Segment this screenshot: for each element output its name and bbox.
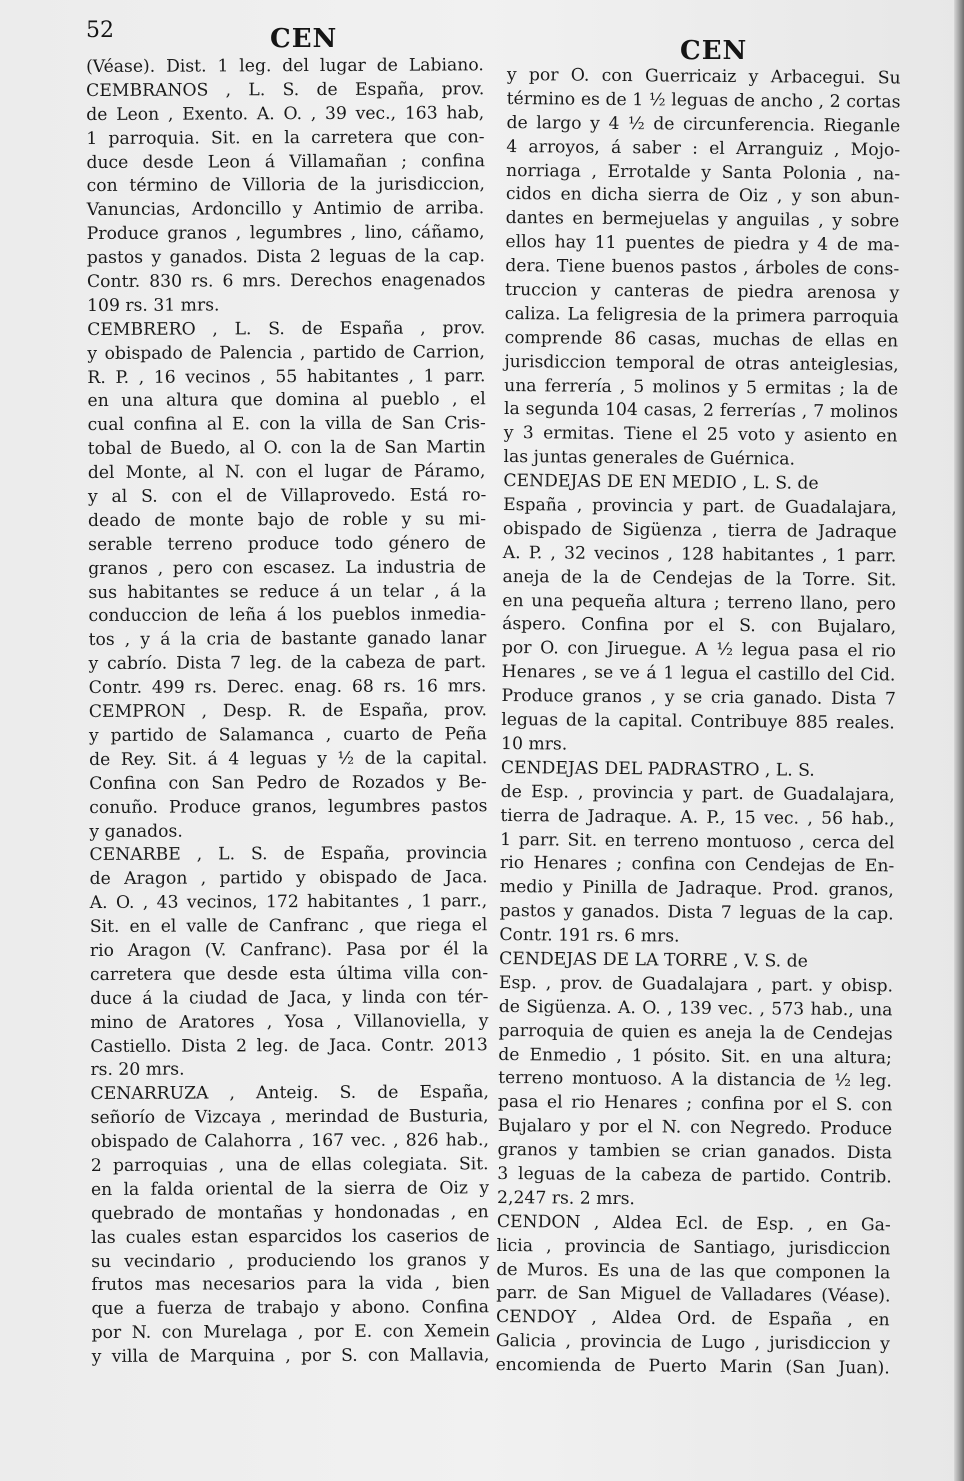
text-line: norriaga , Errotalde y Santa Polonia , na- xyxy=(505,160,901,184)
text-line: parr. de San Miguel de Valladares (Véase). xyxy=(496,1283,891,1307)
text-line: A. P. , 32 vecinos , 128 habitantes , 1 parr. xyxy=(502,542,897,567)
text-line: obispado de Sigüenza , tierra de Jadraque xyxy=(502,518,897,543)
text-line: 2 parroquias , una de ellas colegiata. Sit. xyxy=(90,1154,489,1176)
text-line: Castiello. Dista 2 leg. de Jaca. Contr. 2013 xyxy=(90,1034,488,1057)
text-line: pastos y ganados. Dista 7 leguas de la cap. xyxy=(499,901,894,925)
text-line: en una altura que domina al pueblo , el xyxy=(87,389,486,412)
text-line: 10 mrs. xyxy=(500,733,568,755)
text-line: quebrado de montañas y hondonadas , en xyxy=(91,1202,489,1224)
text-line: dera. Tiene buenos pastos , árboles de cons- xyxy=(505,256,900,280)
text-line: en la falda oriental de la sierra de Oiz y xyxy=(90,1178,490,1200)
text-line: terreno montuoso. A la distancia de ½ leg. xyxy=(498,1068,893,1092)
text-line: encomienda de Puerto Marin (San Juan). xyxy=(495,1355,890,1379)
text-line: CENDEJAS DEL PADRASTRO , L. S. xyxy=(500,757,815,781)
text-line: y ganados. xyxy=(89,821,183,842)
text-line: CEMBRANOS , L. S. de España, prov. xyxy=(86,79,485,101)
text-line: Confina con San Pedro de Rozados y Be- xyxy=(89,771,487,794)
text-line: deado de monte bajo de roble y su mi- xyxy=(87,509,487,531)
text-line: parroquia de quien es aneja la de Cendejas xyxy=(498,1020,893,1045)
text-line: cual confina al E. con la villa de San Cris- xyxy=(87,413,486,436)
text-line: tierra de Jadraque. A. P., 15 vec. , 56 hab., xyxy=(500,805,895,830)
text-line: medio y Pinilla de Jadraque. Prod. granos, xyxy=(499,877,894,901)
text-line: por N. con Murelaga , por E. con Xemein xyxy=(91,1321,490,1344)
page-edge-shadow xyxy=(954,0,964,1481)
text-line: CEMBRERO , L. S. de España , prov. xyxy=(87,318,486,340)
text-line: tobal de Buedo, al O. con la de San Martin xyxy=(87,437,486,460)
text-line: rs. 20 mrs. xyxy=(90,1059,185,1081)
text-line: y obispado de Palencia , partido de Carrion, xyxy=(87,341,485,364)
text-line: mino de Aratores , Yosa , Villanoviella, y xyxy=(90,1010,489,1033)
text-line: que a fuerza de trabajo y abono. Confina xyxy=(91,1297,490,1320)
text-line: pasa el rio Henares ; confina por el S. con xyxy=(497,1092,893,1116)
text-line: de Esp. , provincia y part. de Guadalajara, xyxy=(500,781,895,806)
text-line: aneja de la de Cendejas de la Torre. Sit. xyxy=(502,566,897,591)
text-line: España , provincia y part. de Guadalajara, xyxy=(503,495,897,519)
text-line: CEMPRON , Desp. R. de España, prov. xyxy=(88,700,487,723)
text-line: y al S. con el de Villaprovedo. Está ro- xyxy=(87,485,487,508)
left-column xyxy=(86,54,490,1370)
text-line: rio Aragon (V. Canfranc). Pasa por él la xyxy=(89,939,489,961)
text-line: de Aragon , partido y obispado de Jaca. xyxy=(89,867,488,890)
text-line: Contr. 191 rs. 6 mrs. xyxy=(499,925,680,947)
running-head-left: CEN xyxy=(270,24,338,54)
text-line: (Véase). Dist. 1 leg. del lugar de Labiano. xyxy=(86,55,484,77)
text-line: conuño. Produce granos, legumbres pastos xyxy=(89,795,488,818)
text-line: pastos y ganados. Dista 2 leguas de la cap. xyxy=(86,246,485,269)
text-line: rio Henares ; confina con Cendejas de En- xyxy=(499,853,895,877)
text-line: 4 arroyos, á saber : el Arranguiz , Mojo- xyxy=(506,136,901,161)
text-line: tos , y á la cria de bastante ganado lanar xyxy=(88,628,487,651)
text-line: las juntas generales de Guérnica. xyxy=(503,447,796,470)
text-line: con término de Villoria de la jurisdiccion, xyxy=(86,174,485,197)
text-line: sus habitantes se reduce á un telar , á la xyxy=(88,580,487,603)
text-line: áspero. Confina por el S. con Bujalaro, xyxy=(502,614,897,638)
text-line: comprende 86 casas, muchas de ellas en xyxy=(504,327,899,352)
text-line: granos , pero con escasez. La industria de xyxy=(88,556,487,579)
text-line: Contr. 499 rs. Derec. enag. 68 rs. 16 mrs. xyxy=(88,676,487,699)
text-line: CENDON , Aldea Ecl. de Esp. , en Ga- xyxy=(496,1211,891,1236)
text-line: Esp. , prov. de Guadalajara , part. y obisp. xyxy=(498,972,894,997)
text-line: Contr. 830 rs. 6 mrs. Derechos enagenados xyxy=(86,270,486,293)
text-line: Produce granos , legumbres , lino, cáñamo, xyxy=(86,222,485,245)
text-line: Bujalaro y por el N. con Negredo. Produce xyxy=(497,1116,893,1140)
text-line: su vecindario , produciendo los granos y xyxy=(91,1249,490,1272)
text-line: y partido de Salamanca , cuarto de Peña xyxy=(88,724,487,746)
text-line: CENDEJAS DE EN MEDIO , L. S. de xyxy=(503,471,819,494)
text-line: una ferrería , 5 molinos y 5 ermitas ; la de xyxy=(504,375,899,400)
text-line: duce desde Leon á Villamañan ; confina xyxy=(86,150,485,173)
text-line: conduccion de leña á los pueblos inmedia- xyxy=(88,604,487,627)
text-line: obispado de Calahorra , 167 vec. , 826 hab., xyxy=(90,1130,489,1153)
text-line: Vanuncias, Ardoncillo y Antimio de arriba. xyxy=(86,198,485,221)
text-line: y cabrío. Dista 7 leg. de la cabeza de part. xyxy=(88,652,487,675)
text-line: cidos en dicha sierra de Oiz , y son abun- xyxy=(505,184,900,208)
text-line: señorío de Vizcaya , merindad de Busturia, xyxy=(90,1106,489,1129)
right-column xyxy=(496,64,901,1381)
text-line: 109 rs. 31 mrs. xyxy=(87,295,220,316)
text-line: caliza. La feligresia de la primera parroquia xyxy=(504,303,899,328)
text-line: 1 parr. Sit. en terreno montuoso , cerca del xyxy=(500,829,895,853)
text-line: y villa de Marquina , por S. con Mallavia, xyxy=(91,1345,490,1368)
text-line: del Monte, al N. con el lugar de Páramo, xyxy=(87,461,486,484)
text-line: jurisdiccion temporal de otras anteiglesias, xyxy=(504,351,899,376)
text-line: en una pequeña altura ; terreno llano, pero xyxy=(502,590,896,615)
page-number: 52 xyxy=(86,18,114,43)
text-line: de Leon , Exento. A. O. , 39 vec., 163 hab, xyxy=(86,103,485,125)
text-line: de Sigüenza. A. O. , 139 vec. , 573 hab., una xyxy=(498,996,893,1021)
text-line: de Muros. Es una de las que componen la xyxy=(496,1259,891,1283)
text-line: Henares , se ve á 1 legua el castillo del Cid. xyxy=(501,662,896,686)
text-line: y 3 ermitas. Tiene el 25 voto y asiento en xyxy=(503,423,898,447)
text-line: de largo y 4 ½ de circunferencia. Rieganle xyxy=(506,112,901,137)
text-line: R. P. , 16 vecinos , 55 habitantes , 1 parr. xyxy=(87,365,486,388)
text-line: las cuales estan esparcidos los caserios de xyxy=(91,1225,490,1248)
text-line: 1 parroquia. Sit. en la carretera que con- xyxy=(86,126,485,149)
text-line: Produce granos , y se cria ganado. Dista 7 xyxy=(501,686,896,710)
text-line: frutos mas necesarios para la vida , bien xyxy=(91,1273,490,1296)
text-line: duce á la ciudad de Jaca, y linda con tér- xyxy=(90,986,489,1009)
text-line: licia , provincia de Santiago, jurisdiccion xyxy=(496,1235,891,1260)
text-line: CENARRUZA , Anteig. S. de España, xyxy=(90,1082,489,1105)
text-line: CENDEJAS DE LA TORRE , V. S. de xyxy=(499,948,808,972)
text-line: truccion y canteras de piedra arenosa y xyxy=(504,280,900,304)
text-line: la segunda 104 casas, 2 ferrerías , 7 molinos xyxy=(503,399,899,423)
text-line: 2,247 rs. 2 mrs. xyxy=(497,1187,636,1210)
text-line: carretera que desde esta última villa con- xyxy=(89,963,489,985)
text-line: leguas de la capital. Contribuye 885 reales. xyxy=(501,710,895,734)
text-line: Galicia , provincia de Lugo , jurisdiccion y xyxy=(495,1331,890,1355)
text-line: de Enmedio , 1 pósito. Sit. en una altura; xyxy=(498,1044,892,1068)
text-line: 3 leguas de la cabeza de partido. Contrib. xyxy=(497,1163,892,1188)
text-line: por O. con Jiruegue. A ½ legua pasa el rio xyxy=(501,638,896,662)
text-line: de Rey. Sit. á 4 leguas y ½ de la capital. xyxy=(89,748,488,770)
text-line: dantes en bermejuelas y anguilas , y sobre xyxy=(505,208,900,232)
text-line: y por O. con Guerricaiz y Arbacegui. Su xyxy=(506,64,901,89)
running-head-right: CEN xyxy=(680,36,748,66)
text-line: serable terreno produce todo género de xyxy=(88,533,486,555)
text-line: A. O. , 43 vecinos, 172 habitantes , 1 parr., xyxy=(89,891,488,914)
text-line: CENDOY , Aldea Ord. de España , en xyxy=(495,1307,890,1331)
text-line: Sit. en el valle de Canfranc , que riega el xyxy=(89,915,488,938)
text-line: CENARBE , L. S. de España, provincia xyxy=(89,843,488,866)
text-line: granos y tambien se crian ganados. Dista xyxy=(497,1140,893,1164)
text-line: ellos hay 11 puentes de piedra y 4 de ma- xyxy=(505,232,900,256)
text-line: término es de 1 ½ leguas de ancho , 2 cortas xyxy=(506,88,901,113)
